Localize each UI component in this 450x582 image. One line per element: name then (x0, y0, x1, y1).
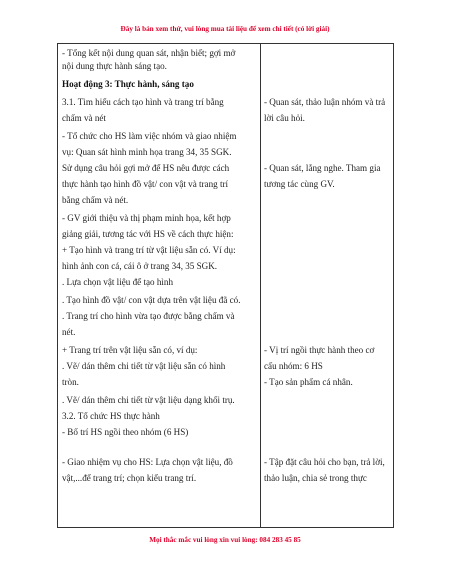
teacher-line: vật,...để trang trí; chọn kiểu trang trí. (62, 473, 197, 483)
teacher-line: . Vẽ/ dán thêm chi tiết từ vật liệu dạng khối trụ. (62, 395, 235, 405)
lesson-table (57, 43, 394, 528)
teacher-line: hình ảnh con cá, cái ô ở trang 34, 35 SGK. (62, 261, 218, 271)
student-line: lời câu hỏi. (264, 113, 305, 123)
teacher-line: nội dung thực hành sáng tạo. (62, 61, 167, 71)
student-line: - Tạo sản phẩm cá nhân. (264, 377, 353, 387)
teacher-line: thực hành tạo hình đồ vật/ con vật và trang trí (62, 179, 229, 189)
student-line: thảo luận, chia sẻ trong thực (264, 473, 367, 483)
student-line: - Tập đặt câu hỏi cho bạn, trả lời, (264, 457, 385, 467)
student-line: tương tác cùng GV. (264, 179, 335, 189)
teacher-line: - Tổng kết nội dung quan sát, nhận biết; gợi mở (62, 48, 236, 58)
teacher-line: . Lựa chọn vật liệu để tạo hình (62, 277, 173, 287)
student-line: - Quan sát, lắng nghe. Tham gia (264, 163, 381, 173)
teacher-line: . Tạo hình đồ vật/ con vật dựa trên vật liệu đã có. (62, 295, 241, 305)
teacher-line: + Tạo hình và trang trí từ vật liệu sẵn có. Ví dụ: (62, 245, 236, 255)
teacher-line: nét. (62, 327, 76, 337)
teacher-line: Sử dụng câu hỏi gợi mở để HS nêu được cách (62, 163, 230, 173)
teacher-line: giảng giải, tương tác với HS về cách thực hiện: (62, 229, 234, 239)
teacher-line: - Tổ chức cho HS làm việc nhóm và giao nhiệm (62, 131, 237, 141)
teacher-line: 3.2. Tổ chức HS thực hành (62, 411, 160, 421)
teacher-line: vụ: Quan sát hình minh họa trang 34, 35 SGK. (62, 147, 232, 157)
teacher-line: tròn. (62, 377, 79, 387)
teacher-line: - Bố trí HS ngồi theo nhóm (6 HS) (62, 427, 189, 437)
teacher-line: Hoạt động 3: Thực hành, sáng tạo (62, 79, 194, 89)
student-line: cấu nhóm: 6 HS (264, 361, 323, 371)
contact-footer: Mọi thắc mắc vui lòng xin vui lòng: 084 283 45 85 (149, 536, 301, 544)
teacher-line: . Vẽ/ dán thêm chi tiết từ vật liệu sẵn có hình (62, 361, 226, 371)
teacher-line: + Trang trí trên vật liệu sẵn có, ví dụ: (62, 345, 198, 355)
teacher-line: chấm và nét (62, 113, 106, 123)
preview-banner: Đây là bản xem thử, vui lòng mua tài liệu để xem chi tiết (có lời giải) (120, 25, 330, 33)
teacher-line: . Trang trí cho hình vừa tạo được bằng chấm và (62, 311, 235, 321)
column-divider (260, 44, 261, 527)
teacher-line: bằng chấm và nét. (62, 195, 129, 205)
teacher-line: - GV giới thiệu và thị phạm minh họa, kết hợp (62, 213, 231, 223)
student-line: - Vị trí ngồi thực hành theo cơ (264, 345, 375, 355)
teacher-line: 3.1. Tìm hiểu cách tạo hình và trang trí bằng (62, 97, 224, 107)
student-line: - Quan sát, thảo luận nhóm và trả (264, 97, 386, 107)
teacher-line: - Giao nhiệm vụ cho HS: Lựa chọn vật liệu, đồ (62, 457, 233, 467)
